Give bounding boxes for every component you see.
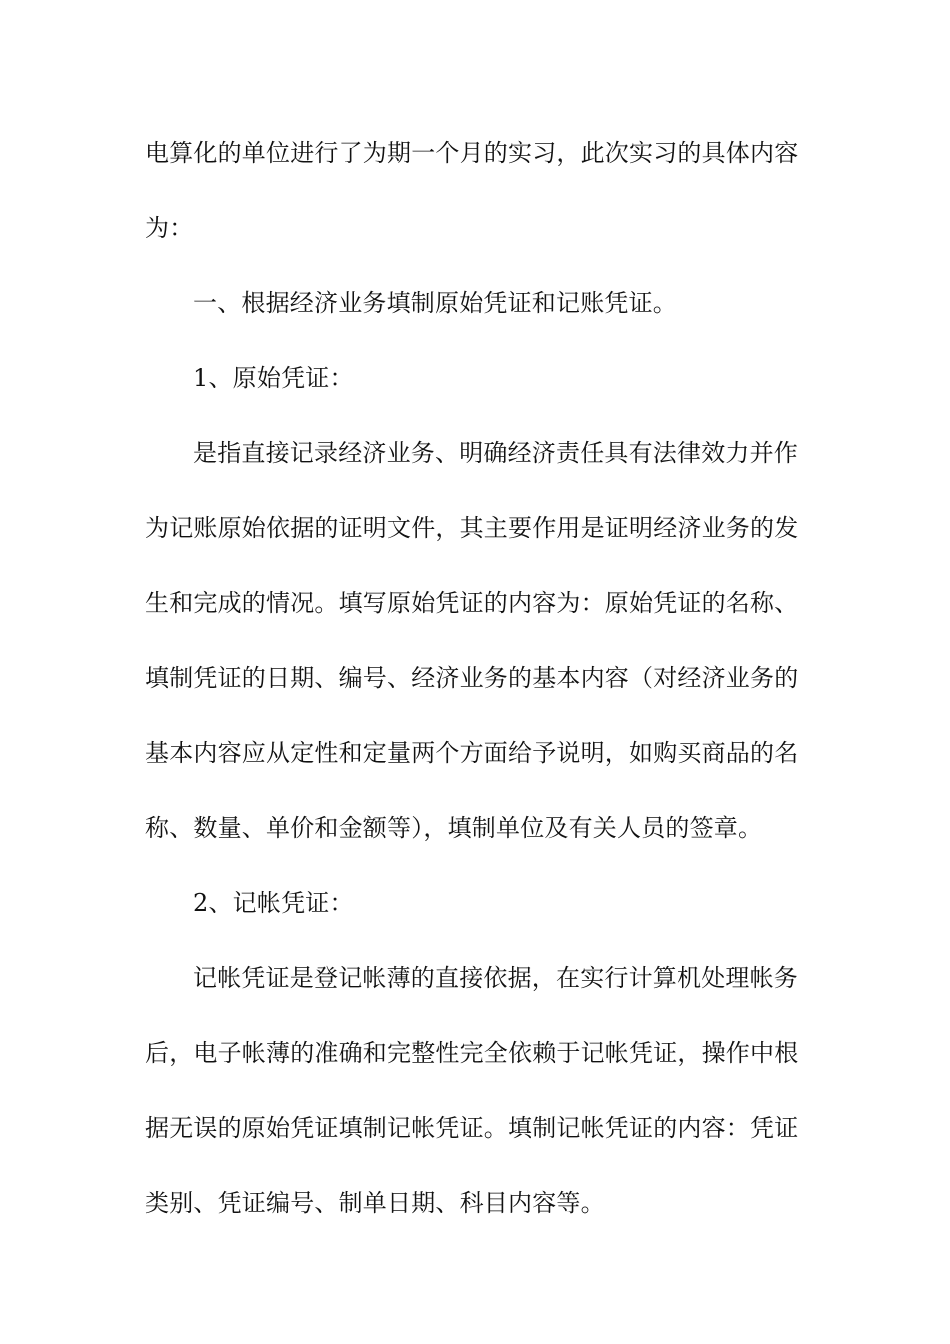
section-heading-1: 一、根据经济业务填制原始凭证和记账凭证。 bbox=[193, 289, 677, 317]
paragraph-line: 记帐凭证是登记帐薄的直接依据，在实行计算机处理帐务 bbox=[193, 964, 798, 992]
paragraph-line: 据无误的原始凭证填制记帐凭证。填制记帐凭证的内容：凭证 bbox=[145, 1114, 799, 1142]
subheading-journal-voucher: 2、记帐凭证： bbox=[193, 889, 354, 917]
paragraph-line: 称、数量、单价和金额等），填制单位及有关人员的签章。 bbox=[145, 814, 763, 842]
paragraph-line: 填制凭证的日期、编号、经济业务的基本内容（对经济业务的 bbox=[145, 664, 799, 692]
subheading-original-voucher: 1、原始凭证： bbox=[193, 364, 354, 392]
paragraph-line: 是指直接记录经济业务、明确经济责任具有法律效力并作 bbox=[193, 439, 798, 467]
paragraph-line: 为记账原始依据的证明文件，其主要作用是证明经济业务的发 bbox=[145, 514, 799, 542]
paragraph-line: 类别、凭证编号、制单日期、科目内容等。 bbox=[145, 1189, 605, 1217]
text-line-continuation: 为： bbox=[145, 214, 194, 242]
paragraph-line: 后，电子帐薄的准确和完整性完全依赖于记帐凭证，操作中根 bbox=[145, 1039, 799, 1067]
text-line-continuation: 电算化的单位进行了为期一个月的实习，此次实习的具体内容 bbox=[145, 139, 799, 167]
paragraph-line: 生和完成的情况。填写原始凭证的内容为：原始凭证的名称、 bbox=[145, 589, 799, 617]
paragraph-line: 基本内容应从定性和定量两个方面给予说明，如购买商品的名 bbox=[145, 739, 799, 767]
